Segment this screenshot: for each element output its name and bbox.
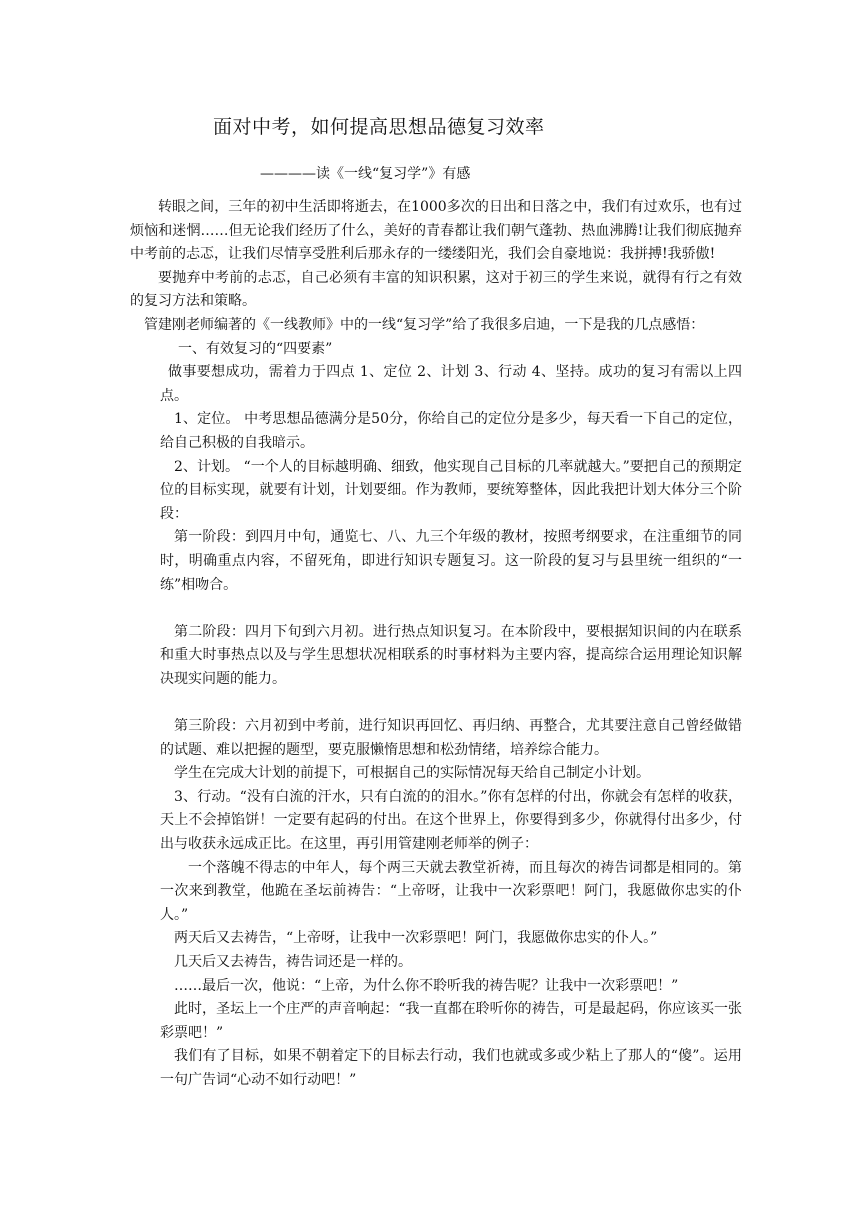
paragraph-book: 管建刚老师编著的《一线教师》中的一线“复习学”给了我很多启迪，一下是我的几点感悟： bbox=[144, 316, 705, 333]
document-body bbox=[130, 196, 742, 1093]
paragraph-intro: 转眼之间，三年的初中生活即将逝去，在1000多次的日出和日落之中，我们有过欢乐，也有过烦恼和迷惘……但无论我们经历了什么，美好的青春都让我们朝气蓬勃、热血沸腾!让我们彻底抛弃中考前的忐忑，让我们尽情享受胜利后那永存的一缕缕阳光，我们会自豪地说：我拼搏!我骄傲! bbox=[130, 199, 742, 263]
paragraph-story-last: ……最后一次，他说：“上帝，为什么你不聆听我的祷告呢？让我中一次彩票吧！” bbox=[174, 977, 679, 994]
spacer bbox=[160, 597, 742, 621]
paragraph-four-points: 做事要想成功，需着力于四点 1、定位 2、计划 3、行动 4、坚持。成功的复习有需以上四点。 bbox=[160, 364, 742, 404]
spacer bbox=[160, 691, 742, 715]
paragraph-stage-three: 第三阶段：六月初到中考前，进行知识再回忆、再归纳、再整合，尤其要注意自己曾经做错的试题、难以把握的题型，要克服懒惰思想和松劲情绪，培养综合能力。 bbox=[160, 718, 742, 758]
paragraph-story-start: 一个落魄不得志的中年人，每个两三天就去教堂祈祷，而且每次的祷告词都是相同的。第一次来到教堂，他跪在圣坛前祷告：“上帝呀，让我中一次彩票吧！阿门，我愿做你忠实的仆人。” bbox=[160, 859, 742, 923]
section-content bbox=[130, 361, 742, 1092]
paragraph-small-plan: 学生在完成大计划的前提下，可根据自己的实际情况每天给自己制定小计划。 bbox=[174, 765, 650, 782]
paragraph-story-two: 两天后又去祷告，“上帝呀，让我中一次彩票吧！阿门，我愿做你忠实的仆人。” bbox=[174, 930, 658, 947]
document-title: 面对中考，如何提高思想品德复习效率 bbox=[213, 116, 545, 138]
paragraph-stage-one: 第一阶段：到四月中旬，通览七、八、九三个年级的教材，按照考纲要求，在注重细节的同时，明确重点内容，不留死角，即进行知识专题复习。这一阶段的复习与县里统一组织的“一练”相吻合。 bbox=[160, 529, 742, 593]
paragraph-story-voice: 此时，圣坛上一个庄严的声音响起：“我一直都在聆听你的祷告，可是最起码，你应该买一张彩票吧！” bbox=[160, 1001, 742, 1041]
paragraph-action: 3、行动。“没有白流的汗水，只有白流的的泪水。”你有怎样的付出，你就会有怎样的收获，天上不会掉馅饼！一定要有起码的付出。在这个世界上，你要得到多少，你就得付出多少，付出与收获永远成正比。在这里，再引用管建刚老师举的例子： bbox=[160, 788, 742, 853]
paragraph-plan: 2、计划。 “一个人的目标越明确、细致，他实现自己目标的几率就越大。”要把自己的预期定位的目标实现，就要有计划，计划要细。作为教师，要统筹整体，因此我把计划大体分三个阶段： bbox=[160, 458, 742, 522]
paragraph-conclusion: 我们有了目标，如果不朝着定下的目标去行动，我们也就或多或少粘上了那人的“傻”。运用一句广告词“心动不如行动吧！” bbox=[160, 1048, 742, 1088]
paragraph-story-three: 几天后又去祷告，祷告词还是一样的。 bbox=[174, 954, 412, 970]
section-heading: 一、有效复习的“四要素” bbox=[178, 340, 333, 357]
paragraph-positioning: 1、定位。 中考思想品德满分是50分，你给自己的定位分是多少，每天看一下自己的定位，给自己积极的自我暗示。 bbox=[160, 411, 742, 451]
document-subtitle: ————读《一线“复习学”》有感 bbox=[260, 166, 471, 182]
paragraph-knowledge: 要抛弃中考前的忐忑，自己必须有丰富的知识积累，这对于初三的学生来说，就得有行之有效的复习方法和策略。 bbox=[130, 269, 742, 310]
paragraph-stage-two: 第二阶段：四月下旬到六月初。进行热点知识复习。在本阶段中，要根据知识间的内在联系和重大时事热点以及与学生思想状况相联系的时事材料为主要内容，提高综合运用理论知识解决现实问题的能力。 bbox=[160, 623, 742, 687]
